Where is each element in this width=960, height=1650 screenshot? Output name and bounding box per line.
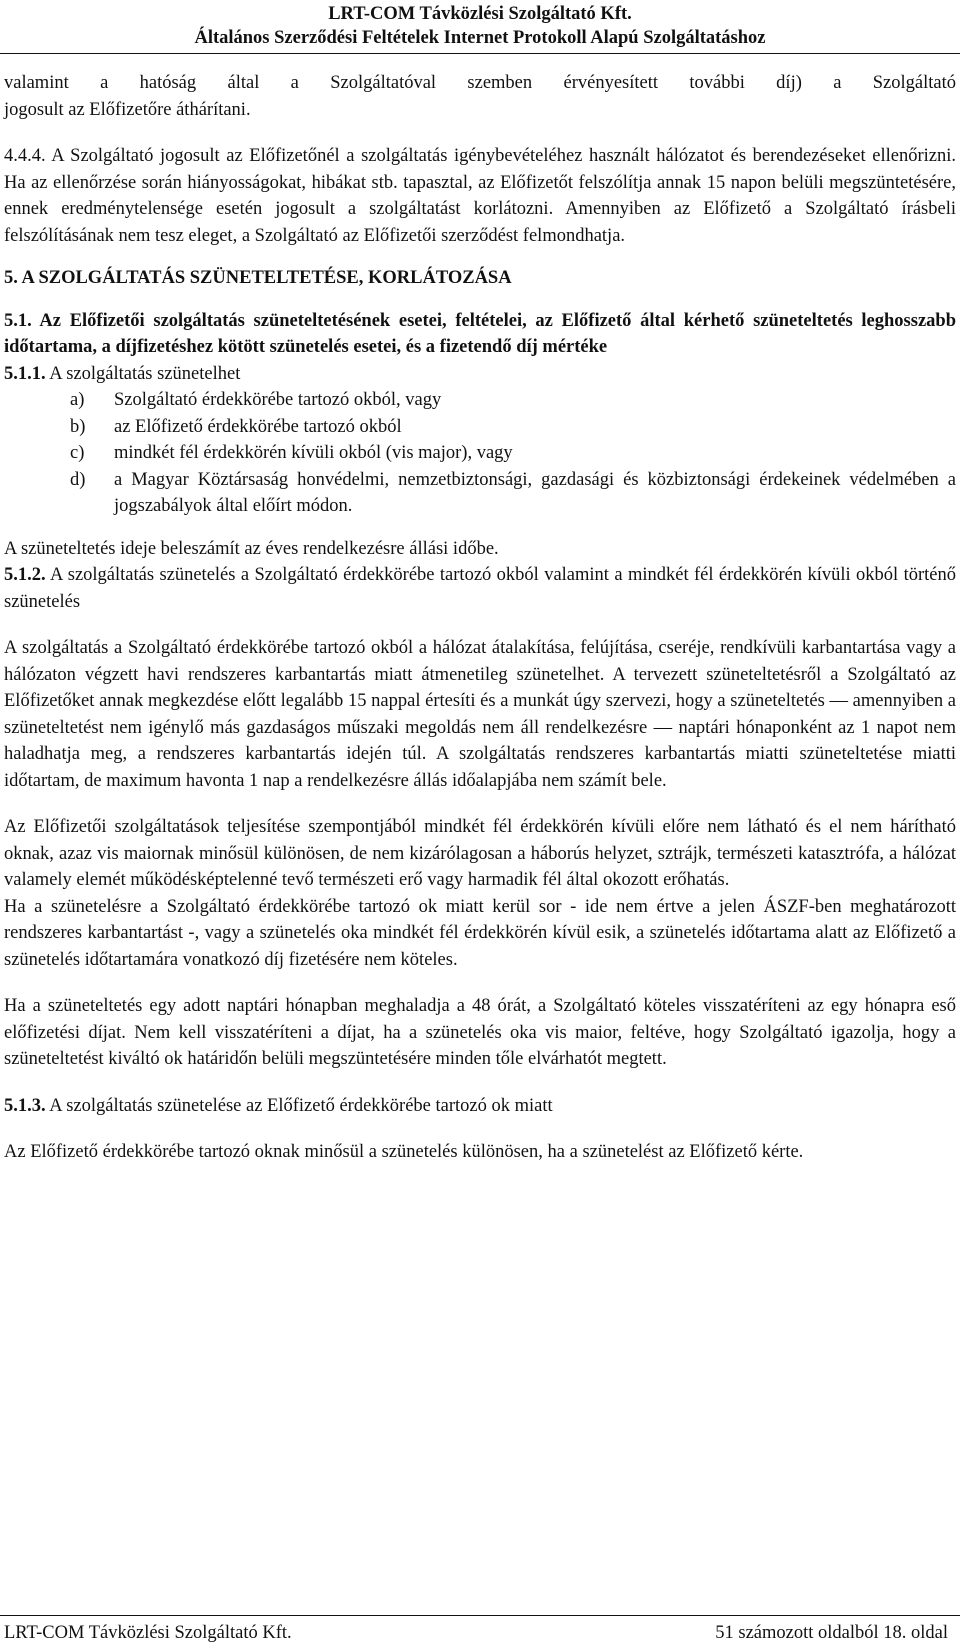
section-5-1-2	[4, 562, 956, 615]
heading-section-5: 5. A SZOLGÁLTATÁS SZÜNETELTETÉSE, KORLÁTOZÁSA	[4, 268, 512, 288]
list-item-label: b)	[70, 416, 86, 437]
footer-company: LRT-COM Távközlési Szolgáltató Kft.	[4, 1623, 292, 1643]
header-document-title: Általános Szerződési Feltételek Internet Protokoll Alapú Szolgáltatáshoz	[194, 28, 766, 48]
header-company: LRT-COM Távközlési Szolgáltató Kft.	[328, 4, 632, 24]
list-item-text: mindkét fél érdekkörén kívüli okból (vis major), vagy	[114, 443, 513, 463]
section-text: A szolgáltatás szünetelhet	[45, 363, 241, 384]
list-item-text: a Magyar Köztársaság honvédelmi, nemzetbiztonsági, gazdasági és közbiztonsági érdekeinek védelmében a jogszabályok által előírt módon.	[114, 469, 956, 516]
section-text: A szolgáltatás szünetelése az Előfizető érdekkörébe tartozó ok miatt	[45, 1095, 553, 1116]
paragraph-subscriber-request: Az Előfizető érdekkörébe tartozó oknak minősül a szünetelés különösen, ha a szünetelést az Előfizető kérte.	[4, 1142, 804, 1162]
page-footer	[4, 1620, 956, 1646]
section-5-1-3	[4, 1093, 956, 1120]
paragraph-intro-line2: jogosult az Előfizetőre áthárítani.	[4, 99, 251, 120]
section-text: A Szolgáltató jogosult az Előfizetőnél a szolgáltatás igénybevételéhez használt hálózatot és berendezéseket ellenőrizni. Ha az ellenőrzése során hiányosságokat, hibákat stb. tapasztal, az Előfizetőt felszólítja annak 15 napon belüli megszüntetésére, ennek eredménytelensége esetén jogosult a szolgáltatást korlátozni. Amennyiben az Előfizető a Szolgáltató írásbeli felszólításának nem tesz eleget, a Szolgáltató az Előfizetői szerződést felmondhatja.	[4, 146, 956, 246]
document-body	[4, 70, 956, 1166]
footer-divider	[0, 1615, 960, 1616]
list-item-label: c)	[70, 443, 85, 463]
header-divider	[0, 53, 960, 54]
section-number: 5.1.1.	[4, 363, 46, 384]
paragraph-vis-maior: Az Előfizetői szolgáltatások teljesítése szempontjából mindkét fél érdekkörén kívüli előre nem látható és el nem hárítható oknak, azaz vis maiornak minősül különösen, de nem kizárólagosan a háborús helyzet, sztrájk, természeti katasztrófa, a hálózat valamely elemét működésképtelenné tevő természeti erő vagy harmadik fél által okozott erőhatás.	[4, 817, 956, 890]
section-text: A szolgáltatás szünetelés a Szolgáltató érdekkörébe tartozó okból valamint a mindkét fél érdekkörén kívüli okból történő szünetelés	[4, 565, 956, 612]
page-header	[0, 2, 960, 50]
suspension-cases-list	[4, 387, 956, 520]
paragraph-maintenance: A szolgáltatás a Szolgáltató érdekkörébe tartozó okból a hálózat átalakítása, felújítása, cseréje, rendkívüli karbantartása vagy a hálózaton végzett havi rendszeres karbantartás miatt átmenetileg szünetelhet. A tervezett szüneteltetésről a Szolgáltató az Előfizetőket annak megkezdése előtt legalább 15 nappal értesíti és a munkát úgy szervezi, hogy a szüneteltetés — amennyiben a szüneteltetést nem igénylő más gazdaságos műszaki megoldás nem áll rendelkezésre — naptári hónaponként az 1 napot nem haladhatja meg, a rendszeres karbantartás idején túl. A szolgáltatás rendszeres karbantartás miatti szüneteltetése miatti időtartam, de maximum havonta 1 nap a rendelkezésre állás időalapjába nem számít bele.	[4, 638, 956, 791]
footer-page-number: 51 számozott oldalból 18. oldal	[715, 1623, 948, 1643]
heading-section-5-1: 5.1. Az Előfizetői szolgáltatás szüneteltetésének esetei, feltételei, az Előfizető által kérhető szüneteltetés leghosszabb időtartama, a díjfizetéshez kötött szünetelés esetei, és a fizetendő díj mértéke	[4, 310, 956, 357]
list-item	[4, 440, 956, 467]
list-item	[4, 414, 956, 441]
list-item	[4, 467, 956, 520]
section-number: 5.1.3.	[4, 1095, 46, 1116]
section-5-1-1	[4, 361, 956, 388]
list-item	[4, 387, 956, 414]
section-4-4-4	[4, 143, 956, 249]
paragraph-intro-line1: valamint a hatóság által a Szolgáltatóval szemben érvényesített további díj) a Szolgáltató	[4, 73, 956, 93]
paragraph-48-hours: Ha a szüneteltetés egy adott naptári hónapban meghaladja a 48 órát, a Szolgáltató köteles visszatéríteni az egy hónapra eső előfizetési díjat. Nem kell visszatéríteni a díjat, ha a szünetelés oka vis maior, feltéve, hogy Szolgáltató igazolja, hogy a szüneteltetést kiváltó ok határidőn belüli megszüntetésére minden tőle elvárhatót megtett.	[4, 996, 956, 1069]
list-item-text: az Előfizető érdekkörébe tartozó okból	[114, 416, 402, 437]
paragraph-suspension-time: A szüneteltetés ideje beleszámít az éves rendelkezésre állási időbe.	[4, 538, 499, 559]
section-number: 4.4.4.	[4, 146, 46, 166]
section-number: 5.1.2.	[4, 565, 46, 585]
list-item-label: d)	[70, 469, 86, 490]
list-item-text: Szolgáltató érdekkörébe tartozó okból, vagy	[114, 390, 442, 410]
list-item-label: a)	[70, 390, 85, 410]
paragraph-fee-exemption: Ha a szünetelésre a Szolgáltató érdekkörébe tartozó ok miatt kerül sor - ide nem értve a jelen ÁSZF-ben meghatározott rendszeres karbantartást -, vagy a szünetelés oka mindkét fél érdekkörén kívül esik, a szünetelés időtartama alatt az Előfizető a szünetelés időtartamára vonatkozó díj fizetésére nem köteles.	[4, 896, 956, 970]
